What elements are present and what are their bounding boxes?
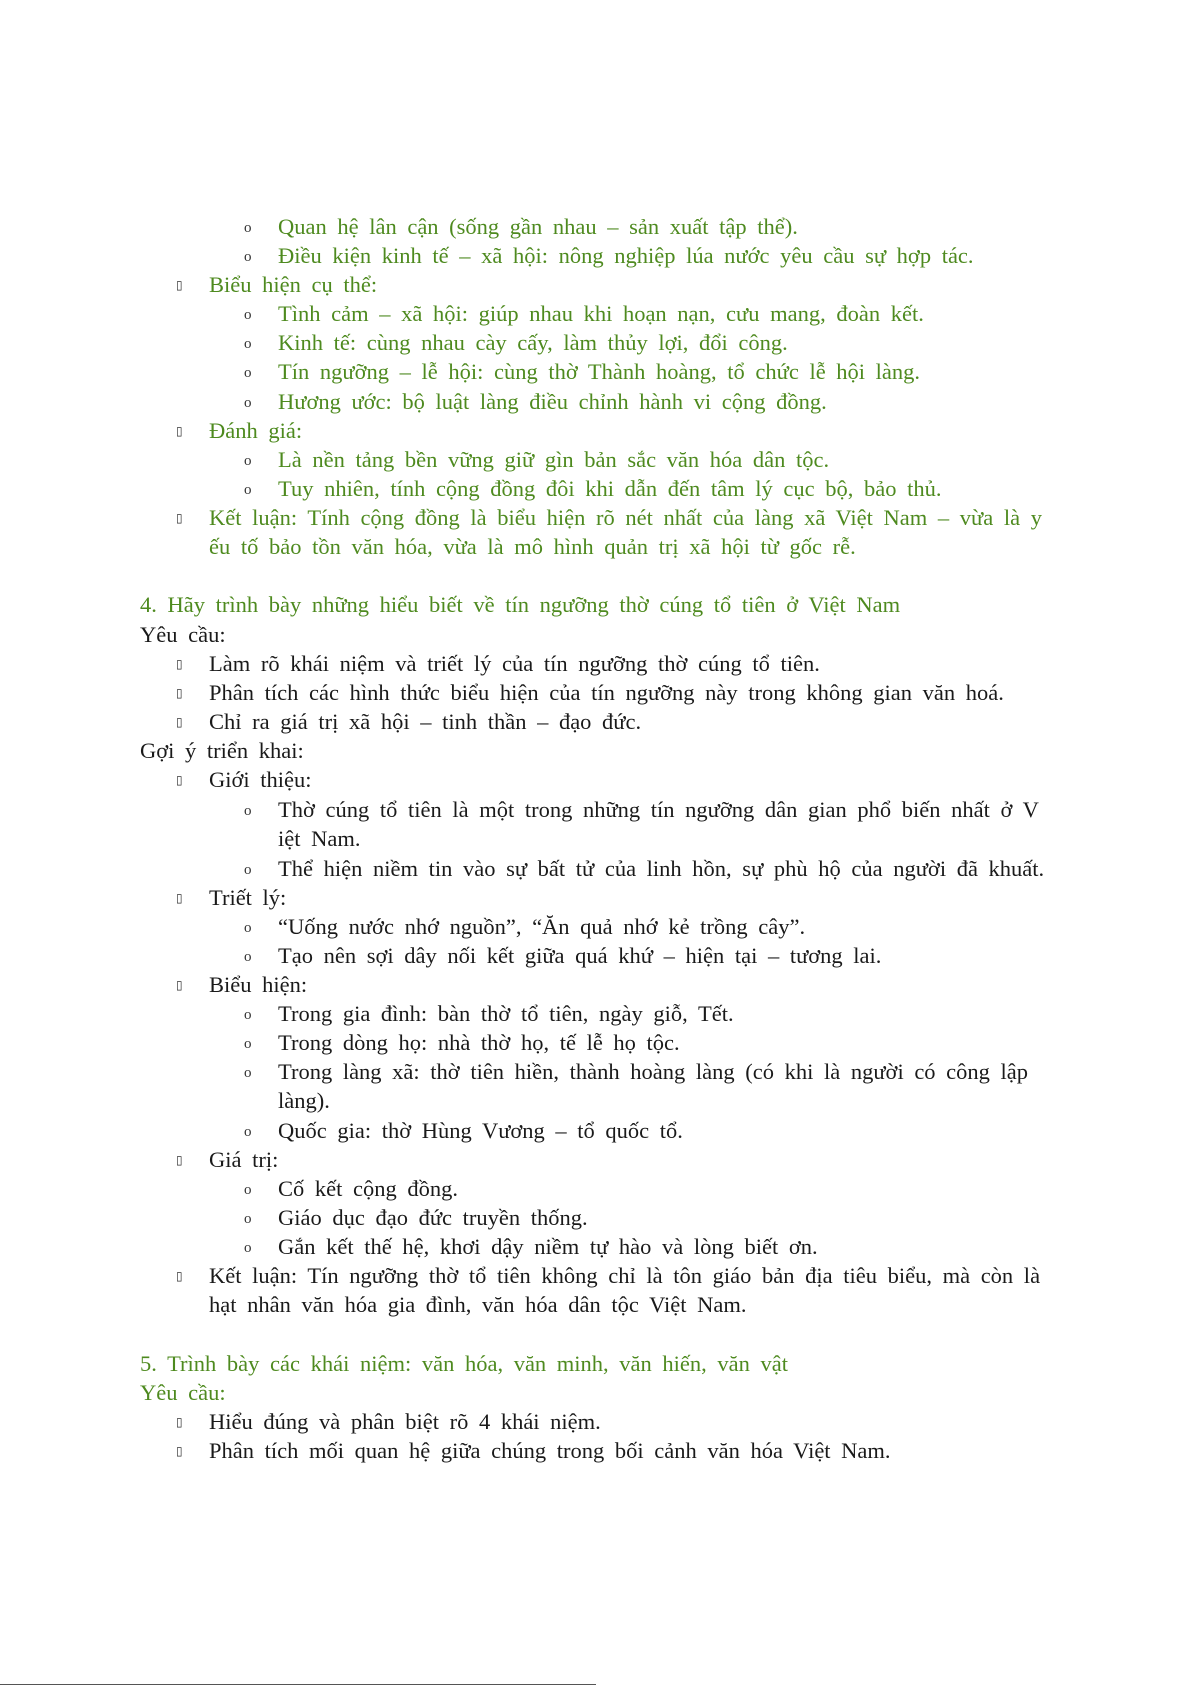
list-item: Phân tích các hình thức biểu hiện của tín ngưỡng này trong không gian văn hoá. xyxy=(209,680,1004,705)
list-item: “Uống nước nhớ nguồn”, “Ăn quả nhớ kẻ trồng cây”. xyxy=(278,914,806,939)
text-line: 4. Hãy trình bày những hiểu biết về tín ngưỡng thờ cúng tổ tiên ở Việt Nam xyxy=(140,592,901,617)
list-item: Quốc gia: thờ Hùng Vương – tổ quốc tổ. xyxy=(278,1118,683,1143)
bullet-circle-icon: o xyxy=(244,336,252,352)
list-item: Biểu hiện cụ thể: xyxy=(209,272,378,297)
list-item: Quan hệ lân cận (sống gần nhau – sản xuất tập thể). xyxy=(278,214,798,239)
list-item: Phân tích mối quan hệ giữa chúng trong bối cảnh văn hóa Việt Nam. xyxy=(209,1438,891,1463)
bullet-square-icon: ▯ xyxy=(176,686,183,700)
bullet-square-icon: ▯ xyxy=(176,1415,183,1429)
bullet-circle-icon: o xyxy=(244,453,252,469)
bullet-circle-icon: o xyxy=(244,395,252,411)
bullet-circle-icon: o xyxy=(244,1065,252,1081)
list-item: Thờ cúng tổ tiên là một trong những tín ngưỡng dân gian phổ biến nhất ở V xyxy=(278,797,1039,822)
list-item: Điều kiện kinh tế – xã hội: nông nghiệp lúa nước yêu cầu sự hợp tác. xyxy=(278,243,974,268)
bullet-circle-icon: o xyxy=(244,949,252,965)
list-item: Giá trị: xyxy=(209,1147,279,1172)
bullet-circle-icon: o xyxy=(244,220,252,236)
list-item: Tuy nhiên, tính cộng đồng đôi khi dẫn đến tâm lý cục bộ, bảo thủ. xyxy=(278,476,942,501)
list-item: Làm rõ khái niệm và triết lý của tín ngưỡng thờ cúng tổ tiên. xyxy=(209,651,820,676)
bullet-circle-icon: o xyxy=(244,1124,252,1140)
list-item: Biểu hiện: xyxy=(209,972,308,997)
list-item: làng). xyxy=(278,1088,330,1113)
bullet-square-icon: ▯ xyxy=(176,424,183,438)
list-item: Kết luận: Tín ngưỡng thờ tổ tiên không chỉ là tôn giáo bản địa tiêu biểu, mà còn là xyxy=(209,1263,1041,1288)
list-item: Tạo nên sợi dây nối kết giữa quá khứ – hiện tại – tương lai. xyxy=(278,943,882,968)
list-item: Triết lý: xyxy=(209,885,287,910)
list-item: Giới thiệu: xyxy=(209,767,312,792)
bullet-circle-icon: o xyxy=(244,920,252,936)
bullet-square-icon: ▯ xyxy=(176,278,183,292)
list-item: Hương ước: bộ luật làng điều chỉnh hành vi cộng đồng. xyxy=(278,389,827,414)
text-line: Yêu cầu: xyxy=(140,1380,226,1405)
bullet-circle-icon: o xyxy=(244,1036,252,1052)
list-item: Trong gia đình: bàn thờ tổ tiên, ngày giỗ, Tết. xyxy=(278,1001,734,1026)
list-item: Tình cảm – xã hội: giúp nhau khi hoạn nạn, cưu mang, đoàn kết. xyxy=(278,301,924,326)
bullet-square-icon: ▯ xyxy=(176,773,183,787)
list-item: Kinh tế: cùng nhau cày cấy, làm thủy lợi, đổi công. xyxy=(278,330,788,355)
bullet-square-icon: ▯ xyxy=(176,891,183,905)
list-item: Gắn kết thế hệ, khơi dậy niềm tự hào và lòng biết ơn. xyxy=(278,1234,818,1259)
list-item: Tín ngưỡng – lễ hội: cùng thờ Thành hoàng, tổ chức lễ hội làng. xyxy=(278,359,921,384)
bullet-square-icon: ▯ xyxy=(176,511,183,525)
list-item: hạt nhân văn hóa gia đình, văn hóa dân tộc Việt Nam. xyxy=(209,1292,747,1317)
list-item: Thể hiện niềm tin vào sự bất tử của linh hồn, sự phù hộ của người đã khuất. xyxy=(278,856,1045,881)
bullet-circle-icon: o xyxy=(244,803,252,819)
text-line: Gợi ý triển khai: xyxy=(140,738,304,763)
list-item: Đánh giá: xyxy=(209,418,303,443)
list-item: ếu tố bảo tồn văn hóa, vừa là mô hình quản trị xã hội từ gốc rễ. xyxy=(209,534,856,559)
list-item: Giáo dục đạo đức truyền thống. xyxy=(278,1205,588,1230)
bullet-square-icon: ▯ xyxy=(176,715,183,729)
list-item: Trong làng xã: thờ tiên hiền, thành hoàng làng (có khi là người có công lập xyxy=(278,1059,1029,1084)
text-line: Yêu cầu: xyxy=(140,622,226,647)
bullet-circle-icon: o xyxy=(244,1211,252,1227)
bullet-circle-icon: o xyxy=(244,307,252,323)
list-item: Chỉ ra giá trị xã hội – tinh thần – đạo đức. xyxy=(209,709,642,734)
list-item: iệt Nam. xyxy=(278,826,361,851)
list-item: Kết luận: Tính cộng đồng là biểu hiện rõ nét nhất của làng xã Việt Nam – vừa là y xyxy=(209,505,1042,530)
bullet-circle-icon: o xyxy=(244,1182,252,1198)
bullet-square-icon: ▯ xyxy=(176,657,183,671)
bullet-circle-icon: o xyxy=(244,249,252,265)
text-line: 5. Trình bày các khái niệm: văn hóa, văn minh, văn hiến, văn vật xyxy=(140,1351,789,1376)
bullet-circle-icon: o xyxy=(244,1007,252,1023)
list-item: Là nền tảng bền vững giữ gìn bản sắc văn hóa dân tộc. xyxy=(278,447,830,472)
bullet-square-icon: ▯ xyxy=(176,1269,183,1283)
list-item: Trong dòng họ: nhà thờ họ, tế lễ họ tộc. xyxy=(278,1030,680,1055)
bullet-square-icon: ▯ xyxy=(176,1153,183,1167)
bullet-square-icon: ▯ xyxy=(176,978,183,992)
bullet-circle-icon: o xyxy=(244,862,252,878)
bullet-circle-icon: o xyxy=(244,1240,252,1256)
bullet-square-icon: ▯ xyxy=(176,1444,183,1458)
list-item: Hiểu đúng và phân biệt rõ 4 khái niệm. xyxy=(209,1409,601,1434)
list-item: Cố kết cộng đồng. xyxy=(278,1176,458,1201)
bullet-circle-icon: o xyxy=(244,365,252,381)
bullet-circle-icon: o xyxy=(244,482,252,498)
